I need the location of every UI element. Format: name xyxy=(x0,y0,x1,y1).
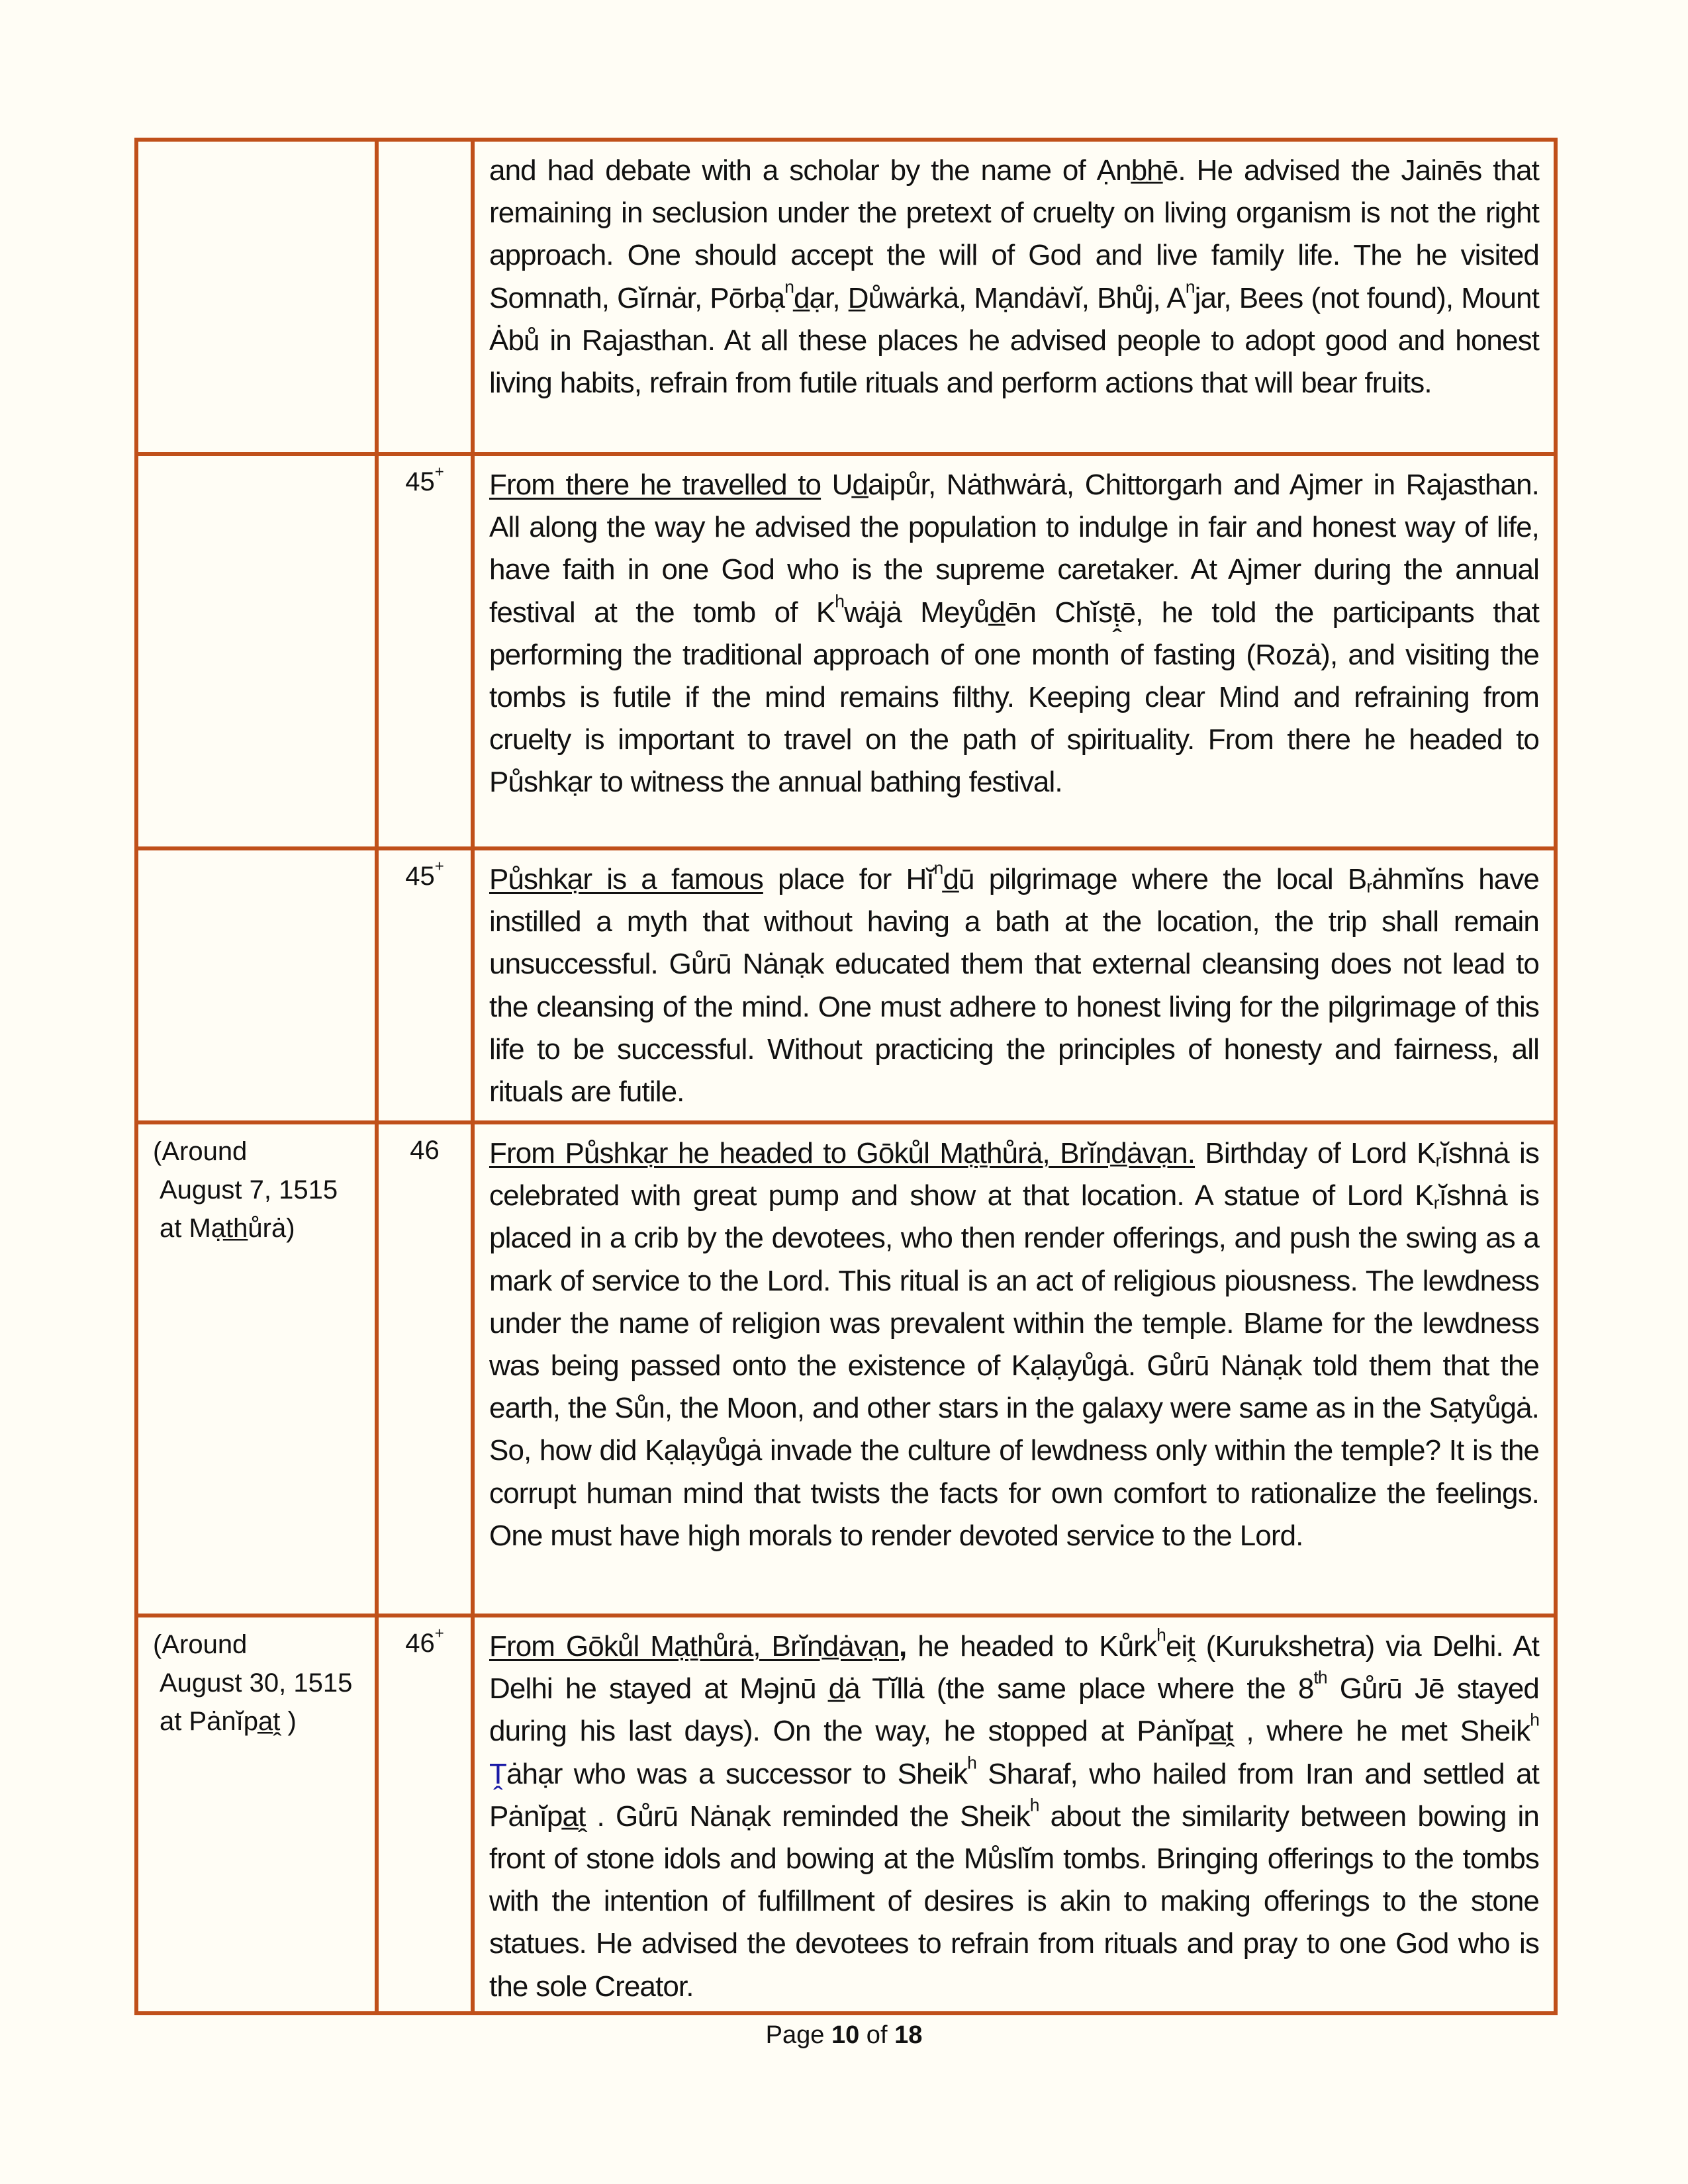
text-segment: ȧhmĭns have instilled a myth that without having a bath at the location, the trip shall remain unsuccessful. Gůrū Nȧnạk educated them that external cleansing does not lead to the cleansing of the mind. One must adhere to honest living for the pilgrimage of this life to be successful. Without practicing the principles of honesty and fairness, all rituals are futile. xyxy=(489,863,1539,1109)
text-segment: and had debate with a scholar by the name of Ạnb̲h̲ē. He advised the Jainēs that remaining in seclusion under the pretext of cruelty on living organism is not the right approach. One should accept the will of God and live family life. The he visited Somnath, Gĭrnȧr, Pōrbạ xyxy=(489,154,1539,314)
superscript-text: h xyxy=(1029,1795,1039,1815)
age-superscript: + xyxy=(434,1624,444,1643)
table-row xyxy=(136,848,1556,1122)
superscript-text: h xyxy=(1156,1625,1166,1645)
text-segment: Ṱ xyxy=(489,1757,506,1790)
date-cell xyxy=(136,1122,377,1615)
chronology-table-body xyxy=(136,140,1556,2013)
superscript-text: n xyxy=(784,277,794,297)
text-segment: Birthday of Lord K xyxy=(1195,1137,1436,1169)
date-cell xyxy=(136,1615,377,2013)
text-segment: wȧjȧ Meyůd̲ēn Chĭsṭ̭ē, he told the participants that performing the traditional approach of one month of fasting (Rozȧ), and visiting the tombs is futile if the mind remains filthy. Keeping clear Mind and refraining from cruelty is important to travel on the path of spirituality. From there he headed to Půshkạr to witness the annual bathing festival. xyxy=(489,596,1539,799)
date-line: August 30, 1515 xyxy=(160,1668,353,1698)
date-line: August 7, 1515 xyxy=(160,1175,338,1205)
age-superscript: + xyxy=(434,463,444,481)
age-value: 45 xyxy=(405,467,435,496)
superscript-text: n xyxy=(933,858,943,878)
date-line: at Pȧnĭpa̲ṱ ) xyxy=(160,1707,297,1736)
age-value: 46 xyxy=(405,1629,435,1658)
narrative-cell xyxy=(473,1122,1556,1615)
total-pages-number: 18 xyxy=(894,2021,923,2049)
age-cell xyxy=(377,848,473,1122)
page-footer xyxy=(0,2019,1688,2052)
age-value: 46 xyxy=(410,1136,440,1165)
table-row xyxy=(136,454,1556,848)
text-segment: ĭshnȧ is celebrated with great pump and show at that location. A statue of Lord K xyxy=(489,1137,1539,1212)
age-cell xyxy=(377,1122,473,1615)
date-line: at Mạt̲h̲ůrȧ) xyxy=(160,1214,295,1243)
date-line: (Around xyxy=(153,1630,248,1659)
text-segment: , xyxy=(899,1630,907,1662)
table-row xyxy=(136,1122,1556,1615)
date-cell xyxy=(136,140,377,454)
narrative-cell xyxy=(473,140,1556,454)
text-segment: ĭshnȧ is placed in a crib by the devotees, who then render offerings, and push the swing as a mark of service to the Lord. This ritual is an act of religious piousness. The lewdness under the name of religion was prevalent within the temple. Blame for the lewdness was being passed onto the existence of Kạlạyůgȧ. Gůrū Nȧnạk told them that the earth, the Sůn, the Moon, and other stars in the galaxy were same as in the Sạtyůgȧ. So, how did Kạlạyůgȧ invade the culture of lewdness only within the temple? It is the corrupt human mind that twists the facts for own comfort to rationalize the feelings. One must have high morals to render devoted service to the Lord. xyxy=(489,1179,1539,1552)
age-cell xyxy=(377,454,473,848)
date-cell xyxy=(136,848,377,1122)
chronology-table xyxy=(134,138,1558,2015)
age-cell xyxy=(377,140,473,454)
superscript-text: n xyxy=(1185,277,1195,297)
text-segment: place for Hĭ xyxy=(763,863,934,895)
narrative-cell xyxy=(473,848,1556,1122)
text-segment: he headed to Kůrk xyxy=(906,1630,1157,1662)
text-segment: Sharaf, who hailed from Iran and settled at Pȧnĭpa̲ṱ . Gůrū Nȧnạk reminded the Sheik xyxy=(489,1757,1539,1833)
table-row xyxy=(136,1615,1556,2013)
subscript-text: r xyxy=(1366,876,1372,897)
narrative-cell xyxy=(473,1615,1556,2013)
subscript-text: r xyxy=(1433,1193,1439,1213)
page-label: Page xyxy=(765,2021,831,2049)
underlined-phrase: From Půshkạr he headed to Gōkůl Mạṯhůrȧ, Brĭnd̲ȧvạn. xyxy=(489,1137,1196,1169)
age-superscript: + xyxy=(434,857,444,876)
superscript-text: h xyxy=(1530,1709,1539,1730)
date-cell xyxy=(136,454,377,848)
narrative-cell xyxy=(473,454,1556,848)
date-line: (Around xyxy=(153,1137,248,1166)
text-segment: Gůrū Jē stayed during his last days). On the way, he stopped at Pȧnĭpa̲ṱ , where he met Sheik xyxy=(489,1672,1539,1748)
text-segment: d̲ạr, D̲ůwȧrkȧ, Mạndȧvĭ, Bhůj, A xyxy=(793,281,1186,314)
current-page-number: 10 xyxy=(831,2021,860,2049)
superscript-text: h xyxy=(967,1752,976,1773)
text-segment: Ud̲aipůr, Nȧthwȧrȧ, Chittorgarh and Ajmer in Rajasthan. All along the way he advised the population to indulge in fair and honest way of life, have faith in one God who is the supreme caretaker. At Ajmer during the annual festival at the tomb of K xyxy=(489,469,1539,629)
superscript-text: h xyxy=(835,591,845,612)
underlined-phrase: Půshkạr is a famous xyxy=(489,863,763,895)
underlined-phrase: From there he travelled to xyxy=(489,469,821,501)
text-segment: eiṱ (Kurukshetra) via Delhi. At Delhi he stayed at Məjnū d̲ȧ Tĭllȧ (the same place where the 8 xyxy=(489,1630,1539,1706)
text-segment: d̲ū pilgrimage where the local B xyxy=(943,863,1367,895)
text-segment: about the similarity between bowing in front of stone idols and bowing at the Můslĭm tombs. Bringing offerings to the tombs with the intention of fulfillment of desires is akin to making offerings to the stone statues. He advised the devotees to refrain from rituals and pray to one God who is the sole Creator. xyxy=(489,1799,1540,2003)
text-segment: ȧhạr who was a successor to Sheik xyxy=(506,1757,968,1790)
table-row xyxy=(136,140,1556,454)
underlined-phrase: From Gōkůl Mạṯhůrȧ, Brĭnd̲ȧvạn xyxy=(489,1630,900,1662)
age-value: 45 xyxy=(405,862,435,891)
text-segment: jar, Bees (not found), Mount Ȧbů in Rajasthan. At all these places he advised people to adopt good and honest living habits, refrain from futile rituals and perform actions that will bear fruits. xyxy=(489,281,1540,400)
age-cell xyxy=(377,1615,473,2013)
subscript-text: r xyxy=(1435,1150,1441,1171)
superscript-text: th xyxy=(1313,1667,1327,1688)
page-of-label: of xyxy=(859,2021,895,2049)
